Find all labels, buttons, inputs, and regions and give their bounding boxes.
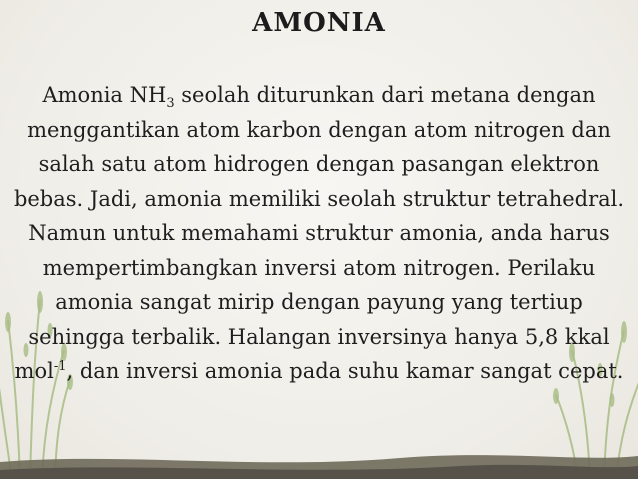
paragraph-text-3: , dan inversi amonia pada suhu kamar sangat cepat. — [66, 359, 624, 383]
slide-title: AMONIA — [252, 8, 386, 38]
paragraph-text-1: Amonia NH — [42, 83, 167, 107]
paragraph-text-2: seolah diturunkan dari metana dengan menggantikan atom karbon dengan atom nitrogen dan salah satu atom hidrogen dengan pasangan elektron bebas. Jadi, amonia memiliki seolah struktur tetrahedral. Namun untuk memahami struktur amonia, anda harus mempertimbangkan inversi atom nitrogen. Perilaku amonia sangat mirip dengan payung yang tertiup sehingga terbalik. Halangan inversinya hanya 5,8 kkal mol — [13, 83, 625, 383]
superscript-minus-one: -1 — [53, 359, 67, 374]
subscript-3: 3 — [166, 96, 175, 112]
body-paragraph — [4, 78, 634, 389]
